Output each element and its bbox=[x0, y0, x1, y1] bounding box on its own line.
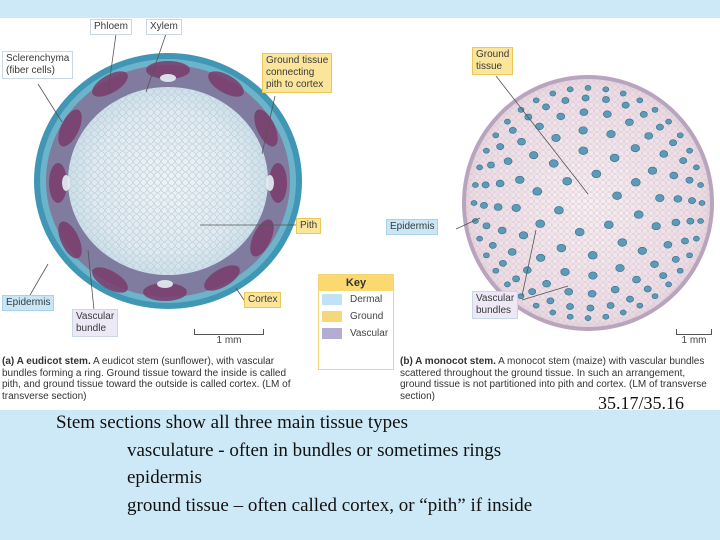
vascular-swatch bbox=[322, 328, 342, 339]
stem-diagram-figure bbox=[0, 18, 720, 410]
monocot-vascular-bundle bbox=[482, 182, 489, 188]
monocot-vascular-bundle bbox=[585, 85, 591, 90]
monocot-vascular-bundle bbox=[660, 151, 668, 158]
label-vascular-bundles: Vascular bundles bbox=[472, 291, 518, 319]
monocot-vascular-bundle bbox=[529, 152, 538, 159]
monocot-vascular-bundle bbox=[557, 244, 566, 252]
monocot-vascular-bundle bbox=[603, 87, 609, 92]
monocot-vascular-bundle bbox=[672, 256, 679, 262]
monocot-vascular-bundle bbox=[493, 268, 499, 273]
monocot-vascular-bundle bbox=[620, 310, 626, 315]
monocot-vascular-bundle bbox=[637, 303, 643, 308]
monocot-vascular-bundle bbox=[670, 140, 677, 146]
monocot-vascular-bundle bbox=[588, 290, 596, 297]
monocot-vascular-bundle bbox=[579, 127, 588, 134]
monocot-vascular-bundle bbox=[648, 167, 657, 174]
monocot-vascular-bundle bbox=[509, 127, 516, 133]
monocot-vascular-bundle bbox=[666, 282, 672, 287]
monocot-vascular-bundle bbox=[496, 180, 504, 187]
monocot-vascular-bundle bbox=[640, 111, 647, 117]
ground-swatch bbox=[322, 311, 342, 322]
monocot-vascular-bundle bbox=[547, 298, 554, 304]
monocot-vascular-bundle bbox=[651, 261, 659, 268]
monocot-vascular-bundle bbox=[626, 296, 633, 302]
label-vascular-bundle: Vascular bundle bbox=[72, 309, 118, 337]
monocot-vascular-bundle bbox=[499, 260, 506, 266]
monocot-vascular-bundle bbox=[529, 289, 536, 295]
monocot-vascular-bundle bbox=[477, 165, 483, 170]
monocot-vascular-bundle bbox=[652, 294, 658, 299]
monocot-vascular-bundle bbox=[533, 188, 542, 196]
monocot-vascular-bundle bbox=[613, 192, 622, 200]
monocot-vascular-bundle bbox=[616, 264, 625, 271]
monocot-vascular-bundle bbox=[483, 253, 489, 258]
caption-eudicot-text: A eudicot stem (sunflower), with vascular bundles forming a ring. Ground tissue toward the inside is called pith, and ground tissue toward the outside is called cortex. (LM of transverse section) bbox=[2, 356, 291, 402]
monocot-vascular-bundle bbox=[536, 254, 545, 261]
label-pith: Pith bbox=[296, 218, 321, 234]
key-item-ground bbox=[319, 308, 393, 325]
monocot-vascular-bundle bbox=[494, 204, 502, 211]
text-line-2: vasculature - often in bundles or sometimes rings bbox=[127, 440, 502, 461]
monocot-vascular-bundle bbox=[536, 220, 545, 228]
monocot-vascular-bundle bbox=[674, 196, 682, 203]
monocot-vascular-bundle bbox=[579, 147, 588, 155]
monocot-vascular-bundle bbox=[587, 305, 594, 311]
text-line-4: ground tissue – often called cortex, or “pith” if inside bbox=[127, 495, 533, 516]
monocot-vascular-bundle bbox=[519, 232, 528, 239]
scale-label-right: 1 mm bbox=[681, 335, 707, 346]
monocot-vascular-bundle bbox=[480, 202, 487, 208]
monocot-vascular-bundle bbox=[518, 138, 526, 145]
scale-label-left: 1 mm bbox=[216, 335, 242, 346]
monocot-vascular-bundle bbox=[607, 302, 614, 308]
monocot-vascular-bundle bbox=[580, 109, 588, 116]
monocot-vascular-bundle bbox=[566, 303, 573, 309]
monocot-vascular-bundle bbox=[677, 133, 683, 138]
monocot-vascular-bundle bbox=[516, 176, 525, 183]
monocot-vascular-bundle bbox=[633, 276, 641, 283]
monocot-vascular-bundle bbox=[565, 288, 573, 295]
monocot-vascular-bundle bbox=[603, 314, 609, 319]
monocot-vascular-bundle bbox=[631, 145, 640, 152]
page-number: 35.17/35.16 bbox=[598, 393, 685, 413]
monocot-vascular-bundle bbox=[508, 249, 516, 256]
monocot-vascular-bundle bbox=[557, 113, 565, 120]
monocot-vascular-bundle bbox=[550, 310, 556, 315]
monocot-vascular-bundle bbox=[567, 314, 573, 319]
monocot-vascular-bundle bbox=[543, 280, 551, 287]
monocot-vascular-bundle bbox=[588, 251, 597, 259]
monocot-vascular-bundle bbox=[550, 91, 556, 96]
monocot-vascular-bundle bbox=[637, 98, 643, 103]
label-ground-tissue-connecting: Ground tissue connecting pith to cortex bbox=[262, 53, 332, 93]
monocot-vascular-bundle bbox=[681, 238, 688, 244]
monocot-vascular-bundle bbox=[472, 182, 478, 187]
monocot-vascular-bundle bbox=[563, 177, 572, 185]
key-title: Key bbox=[319, 275, 393, 291]
monocot-vascular-bundle bbox=[549, 160, 558, 168]
monocot-vascular-bundle bbox=[644, 286, 651, 292]
monocot-vascular-bundle bbox=[680, 158, 687, 164]
scale-bar-right bbox=[676, 329, 712, 346]
monocot-vascular-bundle bbox=[512, 204, 521, 211]
caption-monocot-title: (b) A monocot stem. bbox=[400, 356, 496, 367]
dermal-swatch bbox=[322, 294, 342, 305]
monocot-vascular-bundle bbox=[645, 133, 653, 140]
monocot-vascular-bundle bbox=[652, 107, 658, 112]
monocot-vascular-bundle bbox=[552, 134, 561, 141]
key-item-dermal bbox=[319, 291, 393, 308]
monocot-vascular-bundle bbox=[471, 200, 477, 205]
monocot-vascular-bundle bbox=[602, 96, 609, 102]
monocot-vascular-bundle bbox=[504, 158, 512, 165]
monocot-vascular-bundle bbox=[518, 294, 524, 299]
monocot-vascular-bundle bbox=[575, 228, 584, 236]
key-label-vascular: Vascular bbox=[350, 328, 389, 339]
monocot-vascular-bundle bbox=[660, 273, 667, 279]
monocot-vascular-bundle bbox=[483, 223, 490, 229]
monocot-vascular-bundle bbox=[652, 223, 661, 230]
monocot-vascular-bundle bbox=[585, 316, 591, 321]
monocot-vascular-bundle bbox=[687, 218, 694, 224]
monocot-vascular-bundle bbox=[656, 124, 663, 130]
monocot-vascular-bundle bbox=[487, 162, 494, 168]
monocot-vascular-bundle bbox=[638, 247, 647, 254]
caption-monocot-text: A monocot stem (maize) with vascular bundles scattered throughout the ground tissue. In such an arrangement, ground tissue is not partitioned into pith and cortex. (LM of transverse section) bbox=[400, 356, 707, 402]
monocot-vascular-bundle bbox=[504, 282, 510, 287]
monocot-vascular-bundle bbox=[533, 98, 539, 103]
monocot-vascular-bundle bbox=[698, 182, 704, 187]
text-line-3: epidermis bbox=[127, 467, 202, 488]
monocot-vascular-bundle bbox=[604, 221, 613, 229]
monocot-vascular-bundle bbox=[607, 130, 616, 137]
monocot-vascular-bundle bbox=[620, 91, 626, 96]
monocot-vascular-bundle bbox=[687, 148, 693, 153]
monocot-vascular-bundle bbox=[634, 211, 643, 219]
monocot-vascular-bundle bbox=[698, 218, 704, 223]
monocot-vascular-bundle bbox=[589, 272, 598, 279]
label-epidermis-monocot: Epidermis bbox=[386, 219, 438, 235]
monocot-vascular-bundle bbox=[677, 268, 683, 273]
monocot-vascular-bundle bbox=[554, 206, 563, 214]
monocot-vascular-bundle bbox=[504, 119, 510, 124]
monocot-vascular-bundle bbox=[672, 219, 680, 226]
monocot-vascular-bundle bbox=[603, 111, 611, 118]
monocot-vascular-bundle bbox=[687, 253, 693, 258]
monocot-vascular-bundle bbox=[688, 198, 695, 204]
label-xylem: Xylem bbox=[146, 19, 182, 35]
monocot-vascular-bundle bbox=[582, 95, 589, 101]
monocot-vascular-bundle bbox=[542, 104, 549, 110]
label-ground-tissue-monocot: Ground tissue bbox=[472, 47, 513, 75]
tissue-key bbox=[318, 274, 394, 370]
text-line-1: Stem sections show all three main tissue types bbox=[56, 412, 408, 433]
monocot-vascular-bundle bbox=[497, 144, 504, 150]
monocot-vascular-bundle bbox=[686, 177, 693, 183]
top-band bbox=[0, 0, 720, 18]
caption-eudicot-title: (a) A eudicot stem. bbox=[2, 356, 91, 367]
label-epidermis-eudicot: Epidermis bbox=[2, 295, 54, 311]
monocot-vascular-bundle bbox=[631, 178, 640, 186]
monocot-vascular-bundle bbox=[562, 97, 569, 103]
monocot-vascular-bundle bbox=[666, 119, 672, 124]
key-item-vascular bbox=[319, 325, 393, 342]
monocot-vascular-bundle bbox=[625, 119, 633, 126]
scale-bar-left bbox=[194, 329, 264, 346]
caption-eudicot bbox=[2, 356, 302, 402]
label-cortex: Cortex bbox=[244, 292, 281, 308]
monocot-vascular-bundle bbox=[664, 241, 672, 248]
monocot-vascular-bundle bbox=[618, 239, 627, 247]
monocot-vascular-bundle bbox=[693, 236, 699, 241]
monocot-vascular-bundle bbox=[483, 148, 489, 153]
monocot-vascular-bundle bbox=[699, 200, 705, 205]
monocot-vascular-bundle bbox=[561, 268, 570, 275]
monocot-vascular-bundle bbox=[656, 194, 665, 201]
key-label-ground: Ground bbox=[350, 311, 384, 322]
monocot-vascular-bundle bbox=[592, 170, 601, 178]
monocot-vascular-bundle bbox=[611, 286, 619, 293]
monocot-vascular-bundle bbox=[489, 242, 496, 248]
monocot-vascular-bundle bbox=[622, 102, 629, 108]
monocot-vascular-bundle bbox=[693, 165, 699, 170]
monocot-vascular-bundle bbox=[477, 236, 483, 241]
monocot-vascular-bundle bbox=[498, 227, 506, 234]
monocot-vascular-bundle bbox=[567, 87, 573, 92]
key-label-dermal: Dermal bbox=[350, 294, 383, 305]
label-phloem: Phloem bbox=[90, 19, 132, 35]
label-sclerenchyma: Sclerenchyma (fiber cells) bbox=[2, 51, 73, 79]
monocot-vascular-bundle bbox=[610, 154, 619, 162]
monocot-vascular-bundle bbox=[513, 276, 520, 282]
monocot-vascular-bundle bbox=[533, 303, 539, 308]
monocot-vascular-bundle bbox=[493, 133, 499, 138]
monocot-vascular-bundle bbox=[670, 172, 678, 179]
